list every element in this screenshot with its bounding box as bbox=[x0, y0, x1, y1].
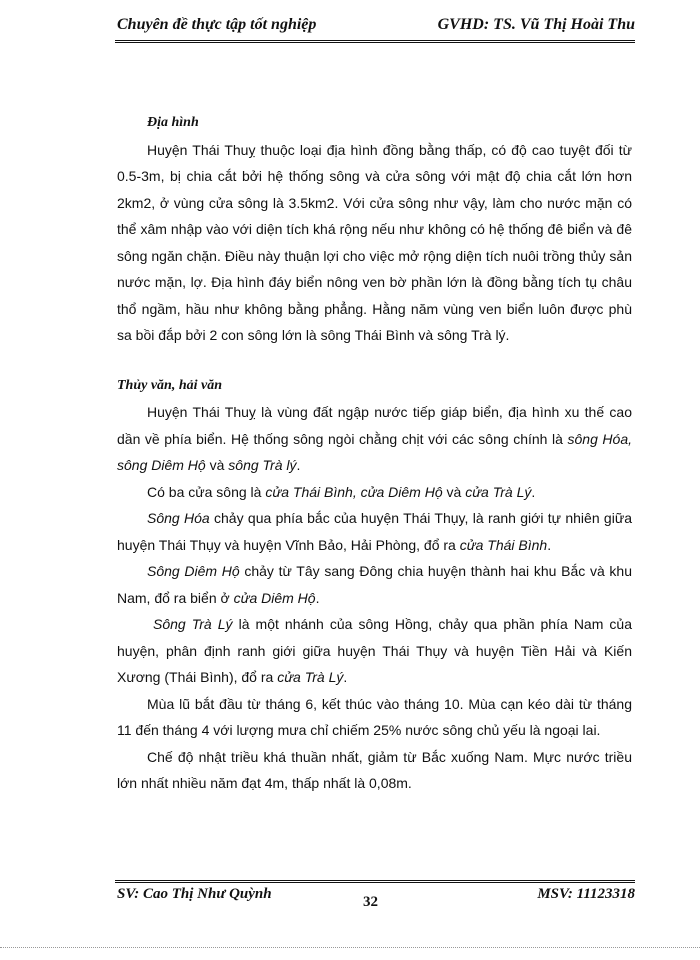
river-mouth-name: cửa Thái Bình, cửa Diêm Hộ bbox=[265, 483, 443, 500]
page-header bbox=[115, 14, 635, 40]
footer-divider bbox=[115, 880, 635, 883]
paragraph-song-diem-ho bbox=[117, 558, 632, 611]
paragraph-terrain: Huyện Thái Thuỵ thuộc loại địa hình đồng bằng thấp, có độ cao tuyệt đối từ 0.5-3m, bị chia cắt bởi hệ thống sông và cửa sông với mật độ chia cắt lớn hơn 2km2, ở vùng cửa sông là 3.5km2. Với cửa sông như vậy, làm cho nước mặn có thể xâm nhập vào với diện tích khá rộng nếu như không có hệ thống đê biển và đê sông ngăn chặn. Điều này thuận lợi cho việc mở rộng diện tích nuôi trồng thủy sản nước mặn, lợ. Địa hình đáy biển nông ven bờ phần lớn là đồng bằng tích tụ châu thổ ngầm, hầu như không bằng phẳng. Hằng năm vùng ven biển luôn được phù sa bồi đắp bởi 2 con sông lớn là sông Thái Bình và sông Trà lý. bbox=[117, 141, 632, 343]
river-mouth-name: cửa Trà Lý bbox=[277, 669, 344, 685]
river-name: sông Trà lý bbox=[228, 457, 297, 473]
section-heading-hydrology: Thủy văn, hải văn bbox=[117, 377, 223, 393]
paragraph-river-mouths bbox=[117, 479, 632, 506]
paragraph-seasons: Mùa lũ bắt đầu từ tháng 6, kết thúc vào tháng 10. Mùa cạn kéo dài từ tháng 11 đến tháng 4 với lượng mưa chỉ chiếm 25% nước sông chủ yếu là ngoại lai. bbox=[117, 695, 632, 738]
footer-student-id: MSV: 11123318 bbox=[537, 886, 635, 902]
paragraph-text: chảy từ Tây sang Đông chia huyện thành hai khu Bắc và khu Nam, đổ ra biển ở bbox=[117, 563, 632, 606]
paragraph-text: . bbox=[315, 589, 320, 606]
paragraph-text: . bbox=[531, 483, 536, 500]
paragraph-text: và bbox=[205, 457, 229, 473]
header-divider bbox=[115, 40, 635, 43]
paragraph-hydrology-1 bbox=[117, 399, 632, 479]
paragraph-song-hoa bbox=[117, 505, 632, 558]
footer-student-name: SV: Cao Thị Như Quỳnh bbox=[117, 886, 272, 902]
header-title: Chuyên đề thực tập tốt nghiệp bbox=[117, 16, 317, 33]
paragraph-text: là một nhánh của sông Hồng, chảy qua phần phía Nam của huyện, phân định ranh giới giữa huyện Thái Thụy và huyện Tiền Hải và Kiến Xương (Thái Bình), đổ ra bbox=[117, 616, 632, 685]
page-number: 32 bbox=[363, 894, 378, 910]
paragraph-text: chảy qua phía bắc của huyện Thái Thụy, là ranh giới tự nhiên giữa huyện Thái Thụy và huyện Vĩnh Bảo, Hải Phòng, đổ ra bbox=[117, 510, 632, 553]
section-heading-terrain: Địa hình bbox=[147, 115, 199, 130]
section-gap bbox=[117, 349, 632, 373]
paragraph-text: Có ba cửa sông là bbox=[147, 483, 266, 500]
river-name: Sông Hóa bbox=[147, 510, 210, 526]
river-name: Sông Trà Lý bbox=[153, 616, 233, 632]
document-body bbox=[117, 110, 632, 797]
river-name: sông Diêm Hộ bbox=[117, 457, 206, 473]
river-mouth-name: cửa Diêm Hộ bbox=[233, 589, 316, 606]
river-name: Sông Diêm Hộ bbox=[147, 563, 240, 579]
page-footer bbox=[115, 886, 635, 916]
paragraph-text: . bbox=[343, 669, 348, 685]
paragraph-text: . bbox=[296, 457, 301, 473]
river-name: sông Hóa, bbox=[567, 430, 632, 447]
paragraph-text: . bbox=[547, 536, 552, 553]
header-supervisor: GVHD: TS. Vũ Thị Hoài Thu bbox=[437, 16, 635, 33]
paragraph-tides: Chế độ nhật triều khá thuần nhất, giảm từ Bắc xuống Nam. Mực nước triều lớn nhất nhiều năm đạt 4m, thấp nhất là 0,08m. bbox=[117, 748, 632, 791]
paragraph-text: và bbox=[442, 483, 466, 500]
paragraph-song-tra-ly bbox=[117, 611, 632, 691]
page-bottom-border bbox=[0, 947, 700, 948]
river-mouth-name: cửa Thái Bình bbox=[459, 536, 548, 553]
paragraph-text: Huyện Thái Thuỵ là vùng đất ngập nước tiếp giáp biển, địa hình xu thế cao dần về phía biển. Hệ thống sông ngòi chằng chịt với các sông chính là bbox=[117, 404, 632, 447]
river-mouth-name: cửa Trà Lý bbox=[465, 483, 532, 500]
